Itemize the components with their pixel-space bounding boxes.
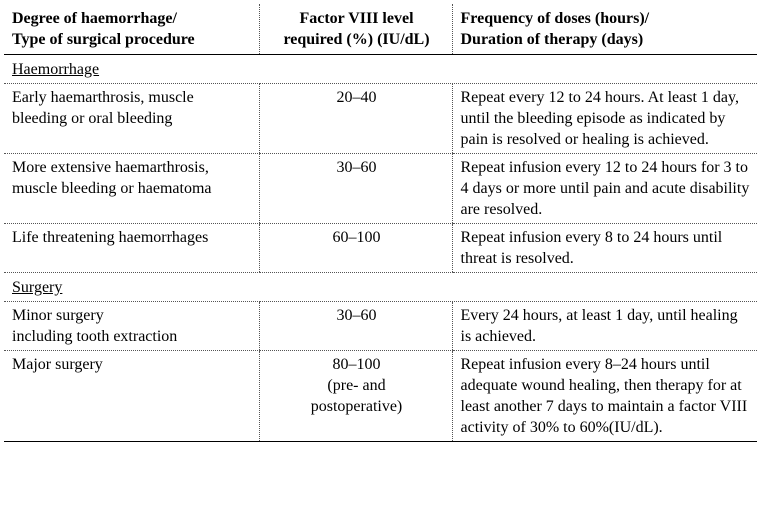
row-level: 30–60 [259, 154, 452, 224]
row-level: 30–60 [259, 302, 452, 351]
row-frequency: Repeat infusion every 8–24 hours until adequate wound healing, then therapy for at least another 7 days to maintain a factor VIII activity of 30% to 60%(IU/dL). [452, 351, 757, 442]
row-type: Major surgery [4, 351, 259, 442]
row-level [259, 351, 452, 442]
table-row [4, 351, 757, 442]
table-row [4, 224, 757, 273]
header-degree-line2: Type of surgical procedure [12, 31, 195, 48]
table-row [4, 84, 757, 154]
row-type [4, 302, 259, 351]
header-level [259, 4, 452, 55]
dosage-table [4, 4, 757, 442]
row-frequency: Repeat infusion every 8 to 24 hours until threat is resolved. [452, 224, 757, 273]
row-level-line1: 80–100 [332, 356, 381, 373]
row-type-line1: Minor surgery [12, 307, 104, 324]
section-haemorrhage [4, 55, 757, 84]
section-surgery [4, 273, 757, 302]
section-haemorrhage-label: Haemorrhage [12, 61, 100, 78]
header-row [4, 4, 757, 55]
header-degree-line1: Degree of haemorrhage/ [12, 10, 177, 27]
header-degree [4, 4, 259, 55]
row-frequency: Repeat infusion every 12 to 24 hours for 3 to 4 days or more until pain and acute disability are resolved. [452, 154, 757, 224]
row-level: 60–100 [259, 224, 452, 273]
row-level-line2: (pre- and [327, 377, 386, 394]
row-type: Life threatening haemorrhages [4, 224, 259, 273]
row-level: 20–40 [259, 84, 452, 154]
header-frequency-line2: Duration of therapy (days) [460, 31, 644, 48]
header-level-line2: required (%) (IU/dL) [283, 31, 430, 48]
row-level-line3: postoperative) [310, 398, 403, 415]
header-level-line1: Factor VIII level [299, 10, 414, 27]
row-type: Early haemarthrosis, muscle bleeding or oral bleeding [4, 84, 259, 154]
table-row [4, 302, 757, 351]
header-frequency-line1: Frequency of doses (hours)/ [460, 10, 650, 27]
row-type: More extensive haemarthrosis, muscle bleeding or haematoma [4, 154, 259, 224]
section-surgery-label: Surgery [12, 279, 63, 296]
row-type-line2: including tooth extraction [12, 328, 178, 345]
section-row [4, 273, 757, 302]
row-frequency: Every 24 hours, at least 1 day, until healing is achieved. [452, 302, 757, 351]
row-frequency: Repeat every 12 to 24 hours. At least 1 day, until the bleeding episode as indicated by pain is resolved or healing is achieved. [452, 84, 757, 154]
header-frequency [452, 4, 757, 55]
section-row [4, 55, 757, 84]
table-row [4, 154, 757, 224]
